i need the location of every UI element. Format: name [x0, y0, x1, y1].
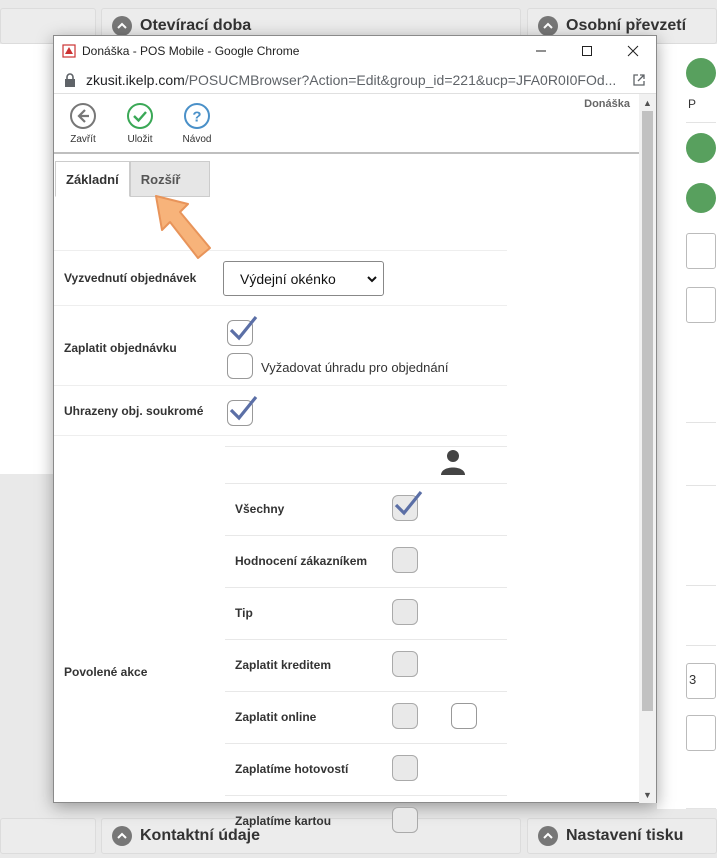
person-icon: [441, 449, 465, 475]
page-label: Donáška: [584, 98, 630, 110]
action-label: Tip: [235, 606, 253, 620]
private-paid-label: Uhrazeny obj. soukromé: [64, 404, 204, 418]
divider: [225, 587, 507, 588]
open-in-browser-icon[interactable]: [632, 73, 646, 87]
action-checkbox[interactable]: [392, 755, 418, 781]
save-button[interactable]: [115, 102, 165, 145]
print-settings-title: Nastavení tisku: [566, 827, 684, 844]
scroll-thumb[interactable]: [642, 111, 653, 711]
action-extra-checkbox[interactable]: [451, 703, 477, 729]
question-circle-icon: [183, 102, 211, 130]
field-fragment[interactable]: [686, 287, 716, 323]
url-host: zkusit.ikelp.com: [86, 71, 185, 88]
require-payment-label: Vyžadovat úhradu pro objednání: [261, 360, 449, 375]
collapse-icon: [112, 16, 132, 36]
close-window-button[interactable]: [610, 36, 656, 66]
pickup-label: Vyzvednutí objednávek: [64, 271, 197, 285]
private-paid-checkbox[interactable]: [227, 400, 253, 426]
svg-text:?: ?: [192, 108, 202, 126]
close-form-label: Zavřít: [70, 134, 96, 145]
pay-order-checkbox[interactable]: [227, 320, 253, 346]
divider: [686, 808, 716, 809]
window-title: Donáška - POS Mobile - Google Chrome: [82, 44, 300, 58]
popup-window: [53, 35, 657, 828]
allowed-actions-label: Povolené akce: [64, 665, 148, 679]
save-label: Uložit: [127, 134, 153, 145]
checkmark-icon: [228, 395, 258, 425]
help-button[interactable]: [172, 102, 222, 145]
minimize-button[interactable]: [518, 36, 564, 66]
chevron-down-icon: [367, 274, 377, 284]
field-fragment[interactable]: [686, 233, 716, 269]
action-checkbox[interactable]: [392, 495, 418, 521]
maximize-button[interactable]: [564, 36, 610, 66]
action-label: Zaplatíme kartou: [235, 814, 332, 828]
divider: [225, 483, 507, 484]
action-label: Zaplatit kreditem: [235, 658, 332, 672]
personal-pickup-title: Osobní převzetí: [566, 17, 687, 34]
action-label: Zaplatíme hotovostí: [235, 762, 349, 776]
allowed-actions-row: [54, 435, 507, 828]
divider: [686, 645, 716, 646]
scroll-down-arrow-icon[interactable]: ▼: [643, 789, 652, 800]
checkmark-icon: [228, 315, 258, 345]
maximize-icon: [581, 45, 593, 57]
window-titlebar[interactable]: [54, 36, 656, 66]
collapse-icon: [538, 16, 558, 36]
field-fragment[interactable]: [686, 715, 716, 751]
status-dot: [686, 183, 716, 213]
address-bar[interactable]: [54, 66, 656, 94]
lock-icon: [64, 73, 76, 87]
scroll-up-arrow-icon[interactable]: ▲: [643, 97, 652, 108]
action-checkbox[interactable]: [392, 547, 418, 573]
pickup-select-value: Výdejní okénko: [240, 270, 336, 287]
status-dot: [686, 133, 716, 163]
bg-left-bottom-fragment: [0, 818, 96, 854]
app-icon: [62, 44, 76, 58]
pickup-select[interactable]: [223, 261, 384, 296]
checkmark-icon: [393, 490, 423, 520]
collapse-icon: [112, 826, 132, 846]
back-arrow-icon: [69, 102, 97, 130]
action-label: Hodnocení zákazníkem: [235, 554, 368, 568]
collapse-icon: [538, 826, 558, 846]
action-label: Zaplatit online: [235, 710, 317, 724]
tab-basic[interactable]: Základní: [55, 161, 130, 197]
divider: [686, 585, 716, 586]
checkmark-circle-icon: [126, 102, 154, 130]
tab-extended[interactable]: Rozšíř: [130, 161, 210, 197]
right-fragment-text: P: [688, 97, 697, 111]
action-checkbox[interactable]: [392, 599, 418, 625]
url-path: /POSUCMBrowser?Action=Edit&group_id=221&ucp=JFA0R0I0FOd...: [184, 71, 617, 88]
require-payment-checkbox[interactable]: [227, 353, 253, 379]
action-checkbox[interactable]: [392, 807, 418, 833]
action-checkbox[interactable]: [392, 651, 418, 677]
divider: [225, 691, 507, 692]
close-form-button[interactable]: [58, 102, 108, 145]
pickup-row: [54, 250, 507, 305]
divider: [225, 535, 507, 536]
print-settings-header[interactable]: [527, 818, 717, 854]
minimize-icon: [535, 45, 547, 57]
close-icon: [627, 45, 639, 57]
vertical-scrollbar[interactable]: [639, 94, 656, 803]
divider: [686, 422, 716, 423]
help-label: Návod: [182, 134, 212, 145]
opening-hours-title: Otevírací doba: [140, 17, 252, 34]
action-label: Všechny: [235, 502, 285, 516]
field-fragment[interactable]: 3: [686, 663, 716, 699]
toolbar: [54, 94, 640, 154]
pay-order-label: Zaplatit objednávku: [64, 341, 177, 355]
pay-order-row: [54, 305, 507, 385]
divider: [225, 639, 507, 640]
divider: [225, 743, 507, 744]
contact-title: Kontaktní údaje: [140, 827, 261, 844]
divider: [686, 485, 716, 486]
divider: [225, 446, 507, 447]
status-dot: [686, 58, 716, 88]
action-checkbox[interactable]: [392, 703, 418, 729]
popup-content: [54, 94, 640, 828]
divider: [225, 795, 507, 796]
private-paid-row: [54, 385, 507, 435]
pointer-arrow-icon: [152, 192, 214, 262]
divider: [686, 122, 716, 123]
